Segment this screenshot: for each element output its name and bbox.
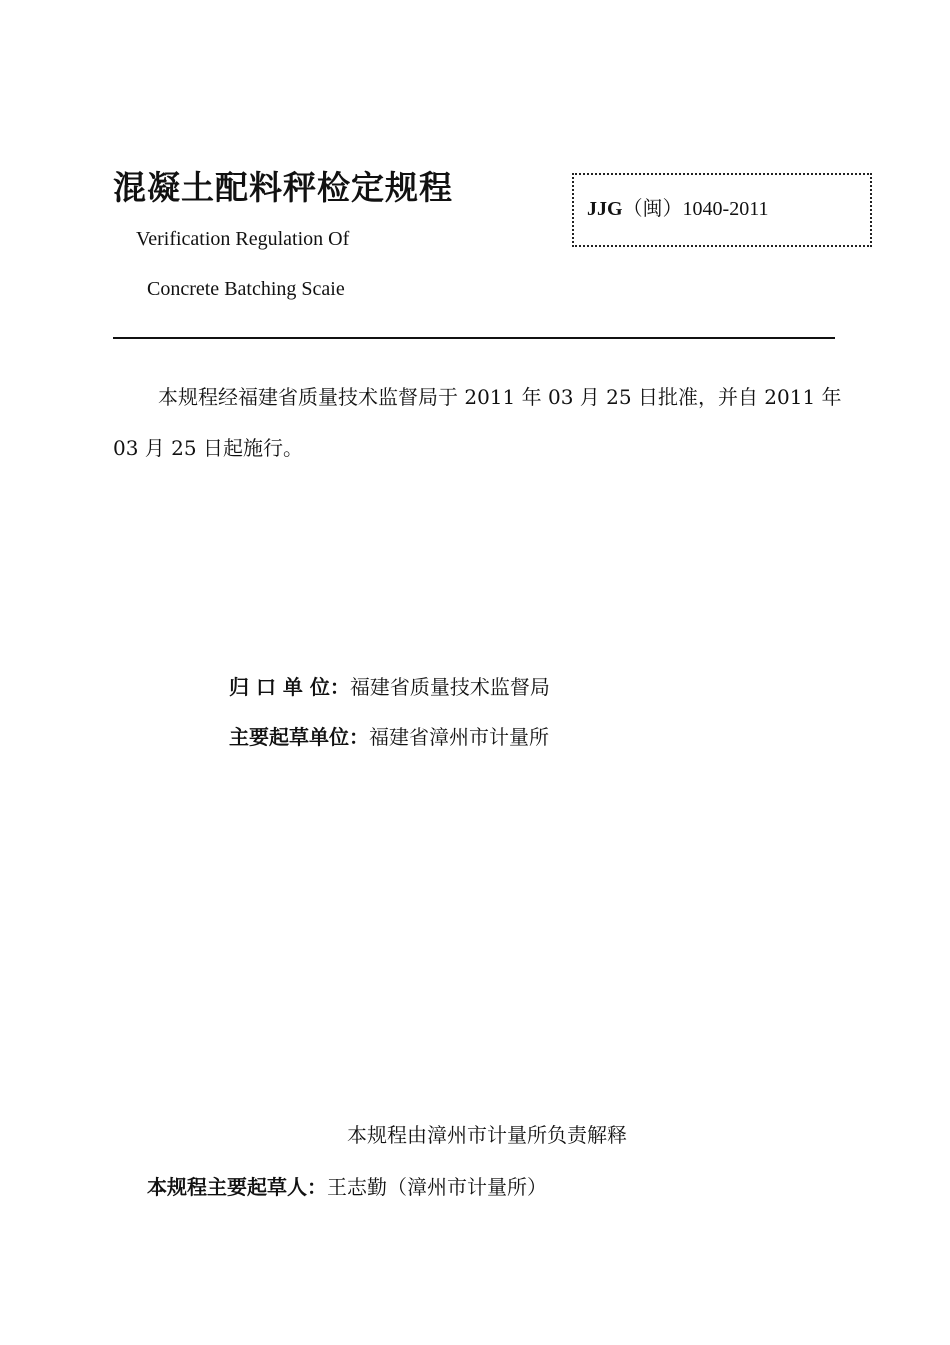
drafting-unit-row xyxy=(229,724,549,750)
standard-code-box xyxy=(572,173,872,247)
standard-code xyxy=(587,197,768,221)
drafter-row xyxy=(147,1174,547,1200)
document-title-chinese: 混凝土配料秤检定规程 xyxy=(113,168,453,207)
document-title-english-line2: Concrete Batching Scaie xyxy=(147,278,345,300)
drafting-unit-value: 福建省漳州市计量所 xyxy=(369,725,549,749)
interpretation-note: 本规程由漳州市计量所负责解释 xyxy=(347,1123,627,1147)
responsible-unit-value: 福建省质量技术监督局 xyxy=(349,675,550,699)
drafting-unit-label: 主要起草单位： xyxy=(229,725,369,749)
responsible-unit-label: 归 口 单 位： xyxy=(229,675,350,699)
standard-code-prefix: JJG xyxy=(587,198,623,220)
approval-statement: 本规程经福建省质量技术监督局于 2011 年 03 月 25 日批准，并自 2011 年 03 月 25 日起施行。 xyxy=(113,385,842,460)
responsible-unit-row xyxy=(229,674,550,700)
drafter-value: 王志勤（漳州市计量所） xyxy=(327,1175,547,1199)
drafter-label: 本规程主要起草人： xyxy=(147,1175,327,1199)
header-divider xyxy=(113,337,835,339)
standard-code-number: （闽）1040-2011 xyxy=(622,198,769,220)
document-title-english-line1: Verification Regulation Of xyxy=(136,228,350,250)
